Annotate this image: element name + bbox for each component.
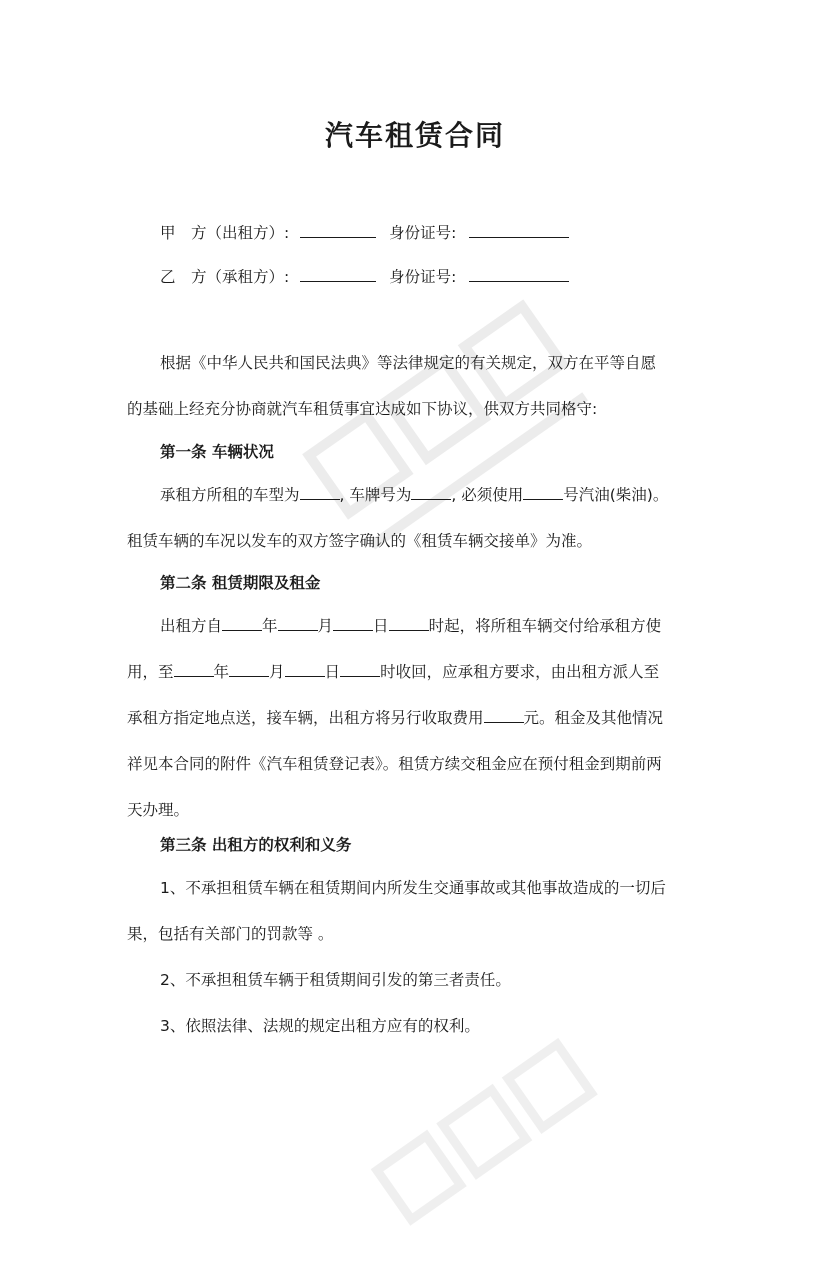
article-1-line-1 (127, 472, 707, 518)
article-2-heading: 第二条 租赁期限及租金 (160, 574, 321, 592)
article-1-line-2: 租赁车辆的车况以发车的双方签字确认的《租赁车辆交接单》为准。 (127, 532, 593, 550)
party-a-label: 甲 方（出租方）: (160, 224, 290, 242)
intro-paragraph (127, 340, 707, 432)
vehicle-model-blank[interactable] (300, 482, 340, 500)
article-2-line-2 (127, 649, 707, 695)
party-b-id-blank[interactable] (469, 264, 569, 282)
article-3-item-2: 2、不承担租赁车辆于租赁期间引发的第三者责任。 (160, 971, 511, 989)
start-year-blank[interactable] (222, 613, 262, 631)
party-a-id-label: 身份证号: (389, 224, 457, 242)
article-1-body (127, 472, 707, 564)
end-tail-text: 时收回，应承租方要求，由出租方派人至 (380, 663, 660, 681)
article-3-item-3: 3、依照法律、法规的规定出租方应有的权利。 (160, 1017, 480, 1035)
end-hour-blank[interactable] (340, 659, 380, 677)
article-2-line-1 (127, 603, 707, 649)
page-title: 汽车租赁合同 (324, 119, 505, 152)
fee-tail-text: 元。租金及其他情况 (523, 709, 664, 727)
article-2-body (127, 603, 707, 833)
party-a-line (160, 220, 569, 246)
intro-line-2: 的基础上经充分协商就汽车租赁事宜达成如下协议，供双方共同格守: (127, 400, 598, 418)
article-2-line-3 (127, 695, 707, 741)
end-month-blank[interactable] (229, 659, 269, 677)
article-3-item-1b: 果，包括有关部门的罚款等 。 (127, 925, 334, 943)
article-3-heading: 第三条 出租方的权利和义务 (160, 836, 352, 854)
article-3-item-1a: 1、不承担租赁车辆在租赁期间内所发生交通事故或其他事故造成的一切后 (160, 879, 666, 897)
party-b-line (160, 264, 569, 290)
article-2-line-5: 天办理。 (127, 801, 190, 819)
fuel-blank[interactable] (523, 482, 563, 500)
party-a-id-blank[interactable] (469, 220, 569, 238)
end-label: 用，至 (127, 663, 174, 681)
start-day-blank[interactable] (333, 613, 373, 631)
start-hour-blank[interactable] (389, 613, 429, 631)
article-1-heading: 第一条 车辆状况 (160, 443, 274, 461)
month-label: 月 (269, 663, 285, 681)
end-year-blank[interactable] (174, 659, 214, 677)
fee-blank[interactable] (484, 705, 524, 723)
year-label: 年 (213, 663, 230, 681)
watermark-graphic-bottom (349, 1016, 631, 1263)
party-b-name-blank[interactable] (300, 264, 376, 282)
start-tail-text: 时起，将所租车辆交付给承租方使 (428, 617, 662, 635)
day-label: 日 (324, 663, 341, 681)
fee-label: 承租方指定地点送，接车辆，出租方将另行收取费用 (127, 709, 484, 727)
article-3-body (127, 865, 707, 1049)
intro-line-1: 根据《中华人民共和国民法典》等法律规定的有关规定，双方在平等自愿 (160, 354, 657, 372)
fuel-label: , 必须使用 (451, 486, 524, 504)
start-month-blank[interactable] (278, 613, 318, 631)
party-a-name-blank[interactable] (300, 220, 376, 238)
fuel-type-label: 号汽油(柴油)。 (563, 486, 669, 504)
day-label: 日 (373, 617, 389, 635)
plate-label: , 车牌号为 (339, 486, 412, 504)
vehicle-model-label: 承租方所租的车型为 (160, 486, 300, 504)
party-b-id-label: 身份证号: (389, 268, 457, 286)
party-b-label: 乙 方（承租方）: (160, 268, 290, 286)
year-label: 年 (262, 617, 278, 635)
plate-blank[interactable] (411, 482, 451, 500)
article-2-line-4: 祥见本合同的附件《汽车租赁登记表》。租赁方续交租金应在预付租金到期前两 (127, 755, 662, 773)
start-label: 出租方自 (160, 617, 223, 635)
month-label: 月 (317, 617, 334, 635)
end-day-blank[interactable] (285, 659, 325, 677)
